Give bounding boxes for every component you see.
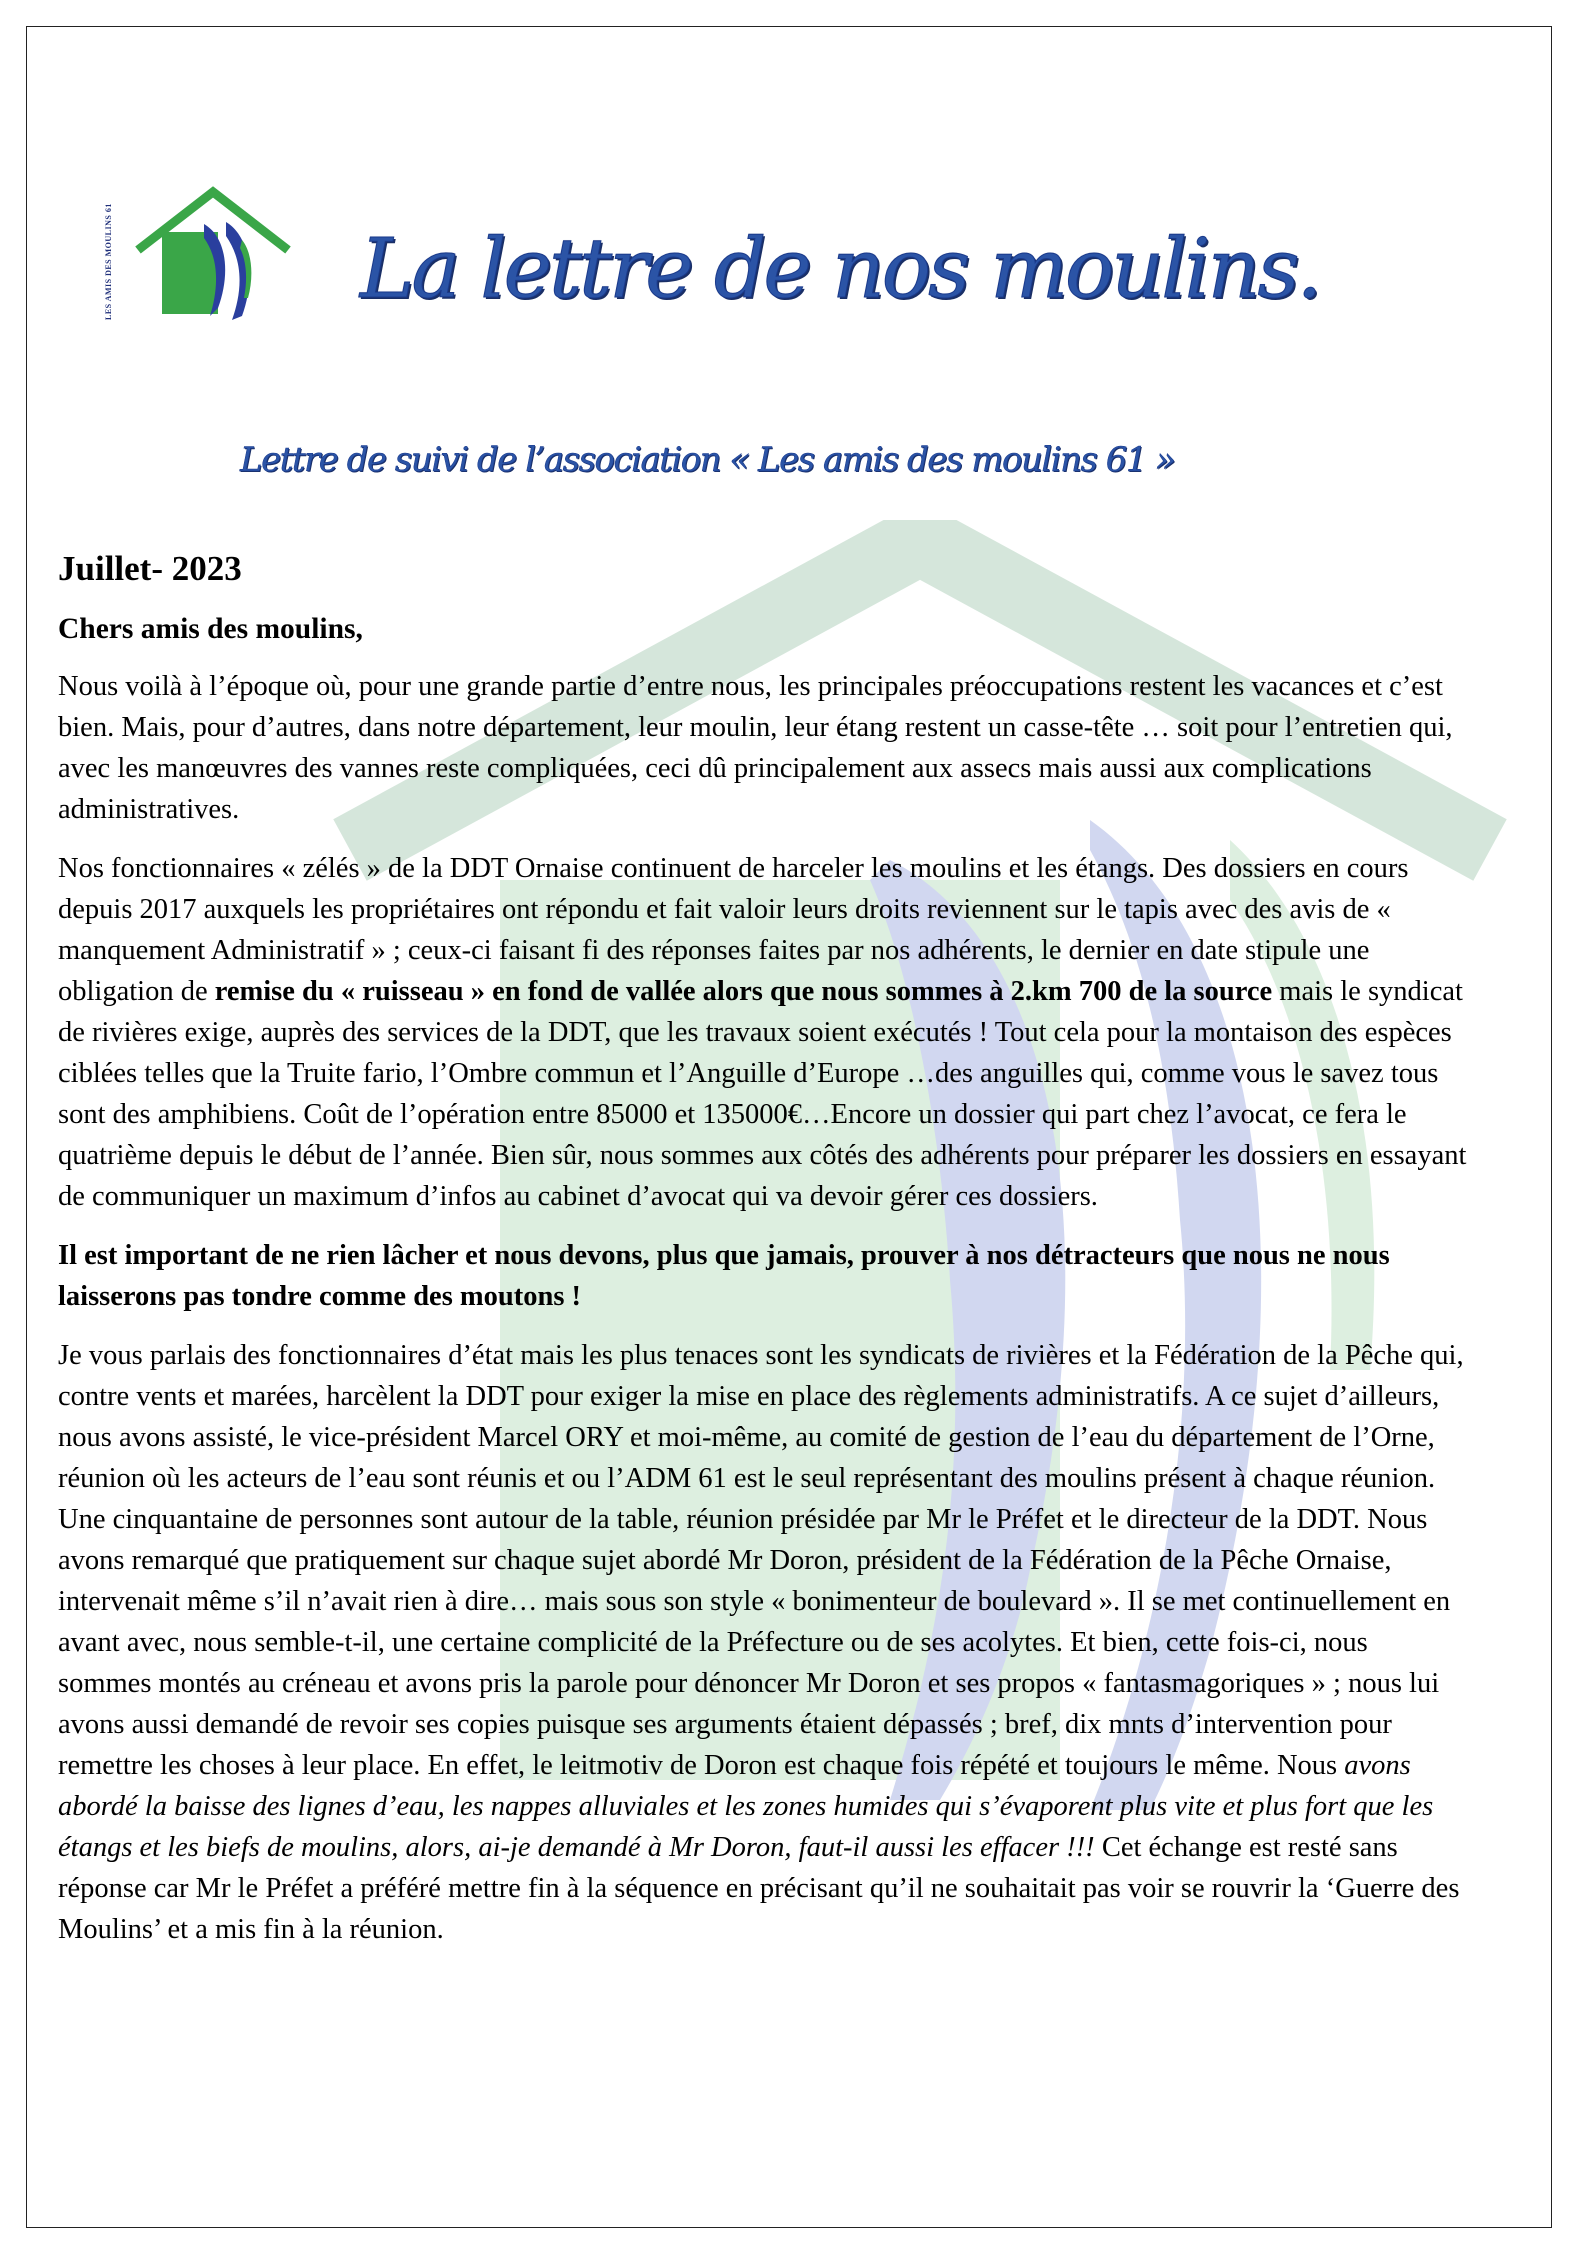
letter-body	[58, 545, 1468, 1950]
association-logo-icon	[118, 180, 308, 330]
logo-side-text: LES AMIS DES MOULINS 61	[104, 203, 113, 320]
newsletter-title: La lettre de nos moulins.	[360, 222, 1320, 317]
paragraph-2-part-b: mais le syndicat de rivières exige, auprès des services de la DDT, que les travaux soient exécutés ! Tout cela pour la montaison des espèces ciblées telles que la Truite fario, l’Ombre commun et l’Anguille d’Europe …des anguilles qui, comme vous le savez tous sont des amphibiens. Coût de l’opération entre 85000 et 135000€…Encore un dossier qui part chez l’avocat, ce fera le quatrième depuis le début de l’année. Bien sûr, nous sommes aux côtés des adhérents pour préparer les dossiers en essayant de communiquer un maximum d’infos au cabinet d’avocat qui va devoir gérer ces dossiers.	[58, 976, 1467, 1212]
paragraph-2-bold: remise du « ruisseau » en fond de vallée alors que nous sommes à 2.km 700 de la source	[214, 976, 1273, 1007]
letter-greeting: Chers amis des moulins,	[58, 613, 363, 645]
paragraph-1: Nous voilà à l’époque où, pour une grande partie d’entre nous, les principales préoccupations restent les vacances et c’est bien. Mais, pour d’autres, dans notre département, leur moulin, leur étang restent un casse-tête … soit pour l’entretien qui, avec les manœuvres des vannes reste compliquées, ceci dû principalement aux assecs mais aussi aux complications administratives.	[58, 671, 1453, 825]
paragraph-2-part-a: Nos fonctionnaires « zélés » de la DDT Ornaise continuent de harceler les moulins et les étangs. Des dossiers en cours depuis 2017 auxquels les propriétaires ont répondu et fait valoir leurs droits reviennent sur le tapis avec des avis de « manquement Administratif » ; ceux-ci faisant fi des réponses faites par nos adhérents, le dernier en date stipule une obligation de	[58, 853, 1409, 1007]
paragraph-3: Il est important de ne rien lâcher et nous devons, plus que jamais, prouver à nos détracteurs que nous ne nous laisserons pas tondre comme des moutons !	[58, 1240, 1390, 1312]
paragraph-4-part-a: Je vous parlais des fonctionnaires d’état mais les plus tenaces sont les syndicats de rivières et la Fédération de la Pêche qui, contre vents et marées, harcèlent la DDT pour exiger la mise en place des règlements administratifs. A ce sujet d’ailleurs, nous avons assisté, le vice-président Marcel ORY et moi-même, au comité de gestion de l’eau du département de l’Orne, réunion où les acteurs de l’eau sont réunis et ou l’ADM 61 est le seul représentant des moulins présent à chaque réunion. Une cinquantaine de personnes sont autour de la table, réunion présidée par Mr le Préfet et le directeur de la DDT. Nous avons remarqué que pratiquement sur chaque sujet abordé Mr Doron, président de la Fédération de la Pêche Ornaise, intervenait même s’il n’avait rien à dire… mais sous son style « bonimenteur de boulevard ». Il se met continuellement en avant avec, nous semble-t-il, une certaine complicité de la Préfecture ou de ses acolytes. Et bien, cette fois-ci, nous sommes montés au créneau et avons pris la parole pour dénoncer Mr Doron et ses propos « fantasmagoriques » ; nous lui avons aussi demandé de revoir ses copies puisque ses arguments étaient dépassés ; bref, dix mnts d’intervention pour remettre les choses à leur place. En effet, le leitmotiv de Doron est chaque fois répété et toujours le même. Nous	[58, 1340, 1464, 1781]
paragraph-4-part-b: Cet échange est resté sans réponse car Mr le Préfet a préféré mettre fin à la séquence en précisant qu’il ne souhaitait pas voir se rouvrir la ‘Guerre des Moulins’ et a mis fin à la réunion.	[58, 1832, 1460, 1945]
paragraph-2	[58, 848, 1468, 1217]
paragraph-4-italic: avons abordé la baisse des lignes d’eau, les nappes alluviales et les zones humides qui s’évaporent plus vite et plus fort que les étangs et les biefs de moulins, alors, ai-je demandé à Mr Doron, faut-il aussi les effacer !!!	[58, 1750, 1434, 1863]
paragraph-4	[58, 1335, 1468, 1950]
letter-date: Juillet- 2023	[58, 549, 242, 588]
newsletter-subtitle: Lettre de suivi de l’association « Les amis des moulins 61 »	[240, 440, 1175, 480]
